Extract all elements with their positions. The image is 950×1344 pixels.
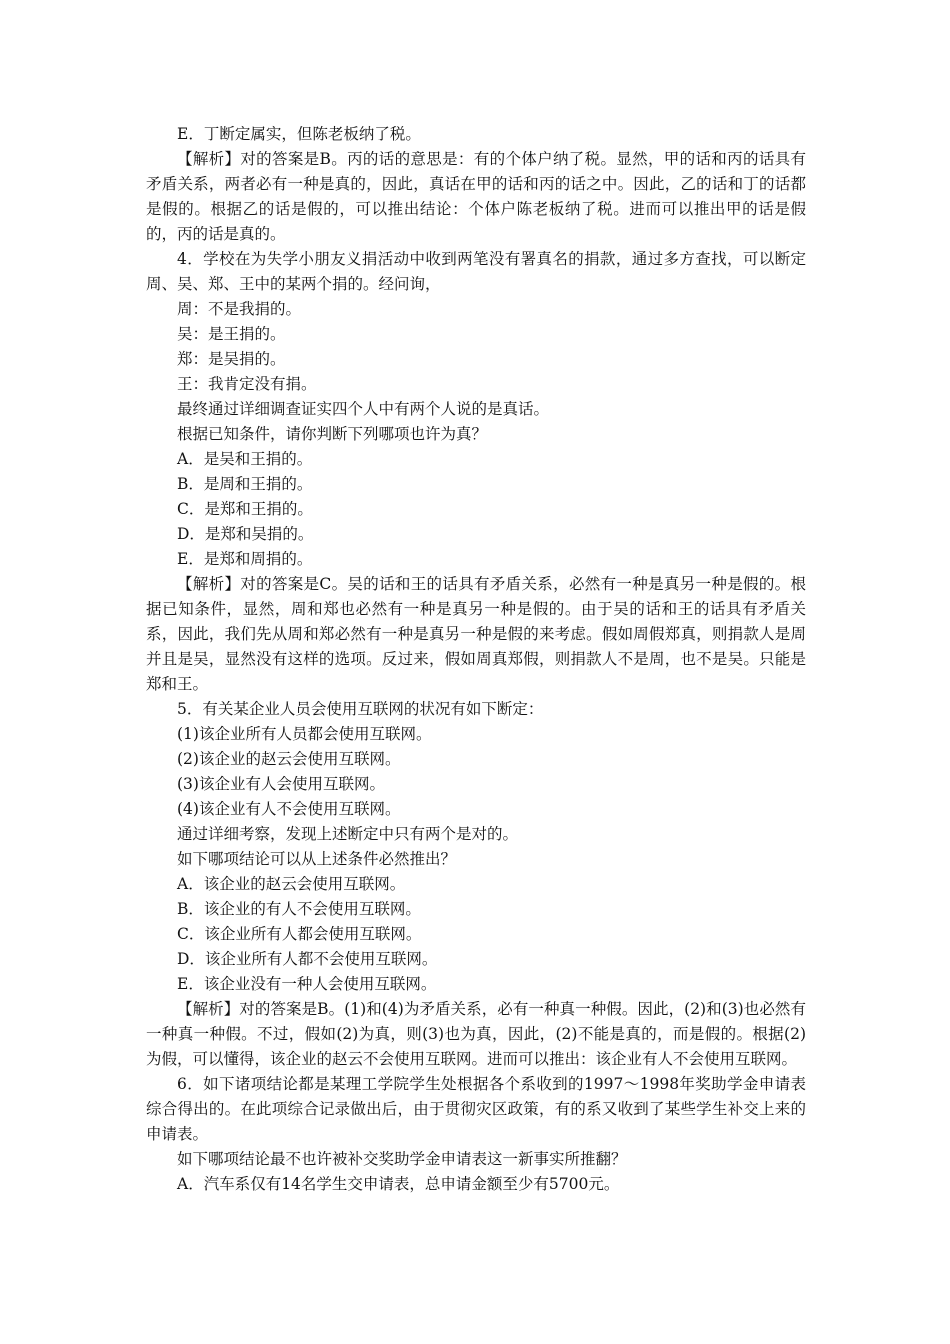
statement-zheng: 郑：是吴捐的。 [177, 350, 286, 368]
assertion-3: (3)该企业有人会使用互联网。 [177, 775, 385, 793]
statement-wu: 吴：是王捐的。 [177, 325, 286, 343]
option-e-q3: E．丁断定属实，但陈老板纳了税。 [177, 125, 421, 143]
question-5-condition: 通过详细考察，发现上述断定中只有两个是对的。 [177, 825, 519, 843]
question-6-prompt: 如下哪项结论最不也许被补交奖助学金申请表这一新事实所推翻？ [177, 1150, 627, 1168]
option-a-q5: A．该企业的赵云会使用互联网。 [177, 875, 406, 893]
question-4-prompt: 根据已知条件，请你判断下列哪项也许为真？ [177, 425, 488, 443]
document-page [146, 122, 806, 1197]
option-c-q4: C．是郑和王捐的。 [177, 500, 313, 518]
question-4-stem: 4．学校在为失学小朋友义捐活动中收到两笔没有署真名的捐款，通过多方查找，可以断定周、吴、郑、王中的某两个捐的。经问询， [146, 250, 806, 293]
question-6-stem: 6．如下诸项结论都是某理工学院学生处根据各个系收到的1997～1998年奖助学金申请表综合得出的。在此项综合记录做出后，由于贯彻灾区政策，有的系又收到了某些学生补交上来的申请表。 [146, 1075, 806, 1143]
question-5-stem: 5．有关某企业人员会使用互联网的状况有如下断定： [177, 700, 544, 718]
option-d-q4: D．是郑和吴捐的。 [177, 525, 314, 543]
analysis-q3: 【解析】对的答案是B。丙的话的意思是：有的个体户纳了税。显然，甲的话和丙的话具有矛盾关系，两者必有一种是真的，因此，真话在甲的话和丙的话之中。因此，乙的话和丁的话都是假的。根据乙的话是假的，可以推出结论：个体户陈老板纳了税。进而可以推出甲的话是假的，丙的话是真的。 [146, 150, 806, 243]
question-4-condition: 最终通过详细调查证实四个人中有两个人说的是真话。 [177, 400, 550, 418]
option-a-q4: A．是吴和王捐的。 [177, 450, 313, 468]
option-e-q5: E．该企业没有一种人会使用互联网。 [177, 975, 437, 993]
option-e-q4: E．是郑和周捐的。 [177, 550, 313, 568]
assertion-1: (1)该企业所有人员都会使用互联网。 [177, 725, 432, 743]
analysis-q5: 【解析】对的答案是B。(1)和(4)为矛盾关系，必有一种真一种假。因此，(2)和(3)也必然有一种真一种假。不过，假如(2)为真，则(3)也为真，因此，(2)不能是真的，而是假的。根据(2)为假，可以懂得，该企业的赵云不会使用互联网。进而可以推出：该企业有人不会使用互联网。 [146, 1000, 806, 1068]
option-b-q5: B．该企业的有人不会使用互联网。 [177, 900, 421, 918]
assertion-4: (4)该企业有人不会使用互联网。 [177, 800, 401, 818]
option-d-q5: D．该企业所有人都不会使用互联网。 [177, 950, 438, 968]
option-c-q5: C．该企业所有人都会使用互联网。 [177, 925, 422, 943]
statement-zhou: 周：不是我捐的。 [177, 300, 302, 318]
assertion-2: (2)该企业的赵云会使用互联网。 [177, 750, 401, 768]
option-a-q6: A．汽车系仅有14名学生交申请表，总申请金额至少有5700元。 [177, 1175, 620, 1193]
statement-wang: 王：我肯定没有捐。 [177, 375, 317, 393]
option-b-q4: B．是周和王捐的。 [177, 475, 313, 493]
analysis-q4: 【解析】对的答案是C。吴的话和王的话具有矛盾关系，必然有一种是真另一种是假的。根据已知条件，显然，周和郑也必然有一种是真另一种是假的。由于吴的话和王的话具有矛盾关系，因此，我们先从周和郑必然有一种是真另一种是假的来考虑。假如周假郑真，则捐款人是周并且是吴，显然没有这样的选项。反过来，假如周真郑假，则捐款人不是周，也不是吴。只能是郑和王。 [146, 575, 806, 693]
question-5-prompt: 如下哪项结论可以从上述条件必然推出？ [177, 850, 457, 868]
